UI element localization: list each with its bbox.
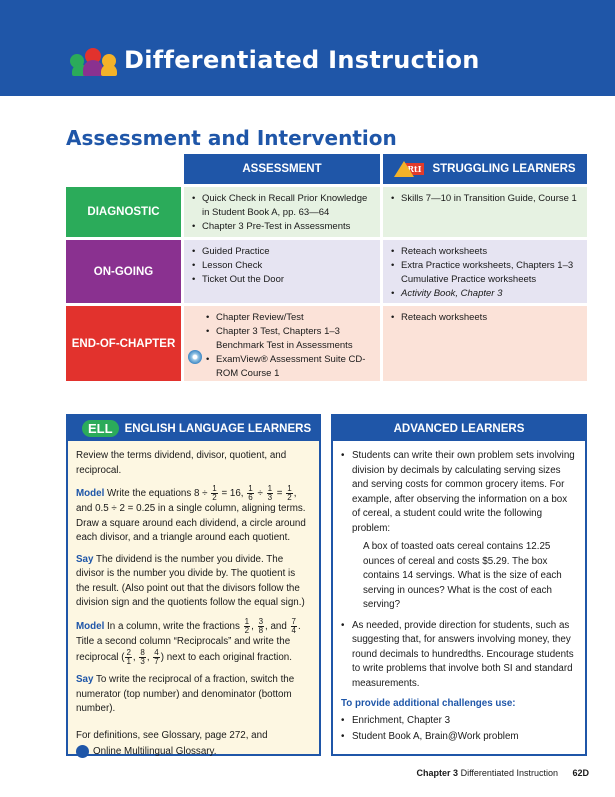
table-row-diagnostic: [66, 187, 587, 237]
row-label-end-of-chapter: END-OF-CHAPTER: [66, 306, 181, 381]
challenge-heading: To provide additional challenges use:: [341, 698, 516, 709]
fraction: $\frac{1}{2}$: [287, 484, 292, 502]
ell-badge: ELL: [82, 420, 119, 437]
diagnostic-struggling-cell: [383, 187, 587, 237]
list-item: • Student Book A, Brain@Work problem: [341, 730, 577, 745]
cd-rom-icon: [188, 350, 202, 364]
assessment-header: ASSESSMENT: [184, 154, 380, 184]
fraction: $\frac{1}{3}$: [267, 484, 273, 502]
page-footer: [417, 768, 589, 778]
fraction: $\frac{3}{8}$: [258, 616, 264, 635]
banner-title: Differentiated Instruction: [124, 46, 480, 74]
ongoing-assessment-cell: [184, 240, 380, 303]
fraction: $\frac{7}{4}$: [291, 616, 296, 635]
ell-model-1: Model Write the equations 8 ÷ $\frac{1}{2}$ = 16, $\frac{1}{6}$ ÷ $\frac{1}{3}$ = $\frac{1}{2}$ , and 0.5 ÷ 2 = 0.25 in a single column, aligning terms. Draw a square around each dividend, a circle around each divisor, and a triangle around each quotient.: [76, 484, 306, 543]
footer-section: Differentiated Instruction: [460, 768, 558, 778]
advanced-panel-header: ADVANCED LEARNERS: [333, 416, 585, 441]
list-item: • Quick Check in Recall Prior Knowledge in Student Book A, pp. 63—64: [192, 192, 372, 220]
list-item: • Reteach worksheets: [391, 245, 579, 259]
list-item: • As needed, provide direction for students, such as suggesting that, for answers involving money, they round decimals to hundredths. Encourage students to write problems that involve both SI and standard measurements.: [341, 619, 577, 692]
advanced-panel-body: [333, 441, 585, 745]
fraction: $\frac{4}{7}$: [154, 648, 159, 666]
online-glossary-link[interactable]: Online Multilingual Glossary.: [93, 746, 217, 758]
ell-panel-header: [68, 416, 319, 441]
struggling-header-label: STRUGGLING LEARNERS: [432, 163, 576, 175]
fraction: $\frac{2}{1}$: [126, 648, 131, 666]
ell-panel-body: [68, 441, 319, 760]
row-label-diagnostic: DIAGNOSTIC: [66, 187, 181, 237]
list-item: • Students can write their own problem sets involving division by decimals by calculating serving sizes and serving costs for common grocery items. For example, after observing the information on a box of cereal, a student could write the following problem: A box of toasted oats cereal contains 12.25 ounces of cereal and costs $5.29. The box contains 14 servings. What is the size of each serving in ounces? What is the cost of each serving?: [341, 449, 577, 613]
table-row-ongoing: [66, 240, 587, 303]
ell-panel-title: ENGLISH LANGUAGE LEARNERS: [124, 422, 312, 435]
table-header-row: [184, 154, 587, 184]
ell-intro: Review the terms dividend, divisor, quotient, and reciprocal.: [76, 450, 287, 476]
fraction: $\frac{1}{6}$: [248, 484, 253, 502]
ongoing-struggling-cell: [383, 240, 587, 303]
ell-glossary: For definitions, see Glossary, page 272, and: [76, 729, 268, 741]
list-item: • Guided Practice: [192, 245, 372, 259]
list-item: • Chapter 3 Test, Chapters 1–3 Benchmark Test in Assessments: [206, 325, 372, 353]
list-item: • Lesson Check: [192, 259, 372, 273]
banner-content: [70, 44, 480, 76]
list-item: • Enrichment, Chapter 3: [341, 714, 577, 729]
list-item: • ExamView® Assessment Suite CD-ROM Course 1: [206, 353, 372, 381]
people-icon: [70, 44, 118, 76]
struggling-learners-header: [383, 154, 587, 184]
rti-label: RtI: [404, 163, 424, 175]
globe-icon: [76, 745, 89, 758]
list-item: • Chapter 3 Pre-Test in Assessments: [192, 220, 372, 234]
footer-chapter: Chapter 3: [416, 768, 459, 778]
list-item: • Extra Practice worksheets, Chapters 1–3 Cumulative Practice worksheets: [391, 259, 579, 287]
diagnostic-assessment-cell: [184, 187, 380, 237]
ell-panel: [66, 414, 321, 756]
table-row-end-of-chapter: [66, 306, 587, 381]
section-title: Assessment and Intervention: [66, 126, 397, 150]
list-item: • Reteach worksheets: [391, 311, 579, 325]
end-of-chapter-assessment-cell: [184, 306, 380, 381]
sample-problem: A box of toasted oats cereal contains 12.25 ounces of cereal and costs $5.29. The box contains 14 servings. What is the size of each serving in ounces? What is the cost of each serving?: [363, 541, 562, 610]
fraction: $\frac{1}{2}$: [244, 616, 250, 635]
ell-say-1: Say The dividend is the number you divide. The divisor is the number you divide by. The quotient is the result. (Also point out that the divisors follow the division sign and the quotients follow the equal sign.): [76, 553, 305, 608]
list-item: • Chapter Review/Test: [206, 311, 372, 325]
rti-pyramid-icon: [394, 161, 424, 177]
ell-say-2: Say To write the reciprocal of a fraction, switch the numerator (top number) and denominator (bottom number).: [76, 674, 295, 714]
list-item: • Ticket Out the Door: [192, 273, 372, 287]
fraction: $\frac{1}{2}$: [212, 484, 217, 502]
list-item: • Skills 7—10 in Transition Guide, Course 1: [391, 192, 579, 206]
list-item: • Activity Book, Chapter 3: [391, 287, 579, 301]
ell-online-glossary: [76, 745, 311, 760]
advanced-panel: [331, 414, 587, 756]
ell-model-2: Model In a column, write the fractions $\frac{1}{2}$ , $\frac{3}{8}$ , and $\frac{7}{4}$ . Title a second column “Reciprocals” and write the reciprocal ( $\frac{2}{1}$ , $\frac{8}{3}$ , $\frac{4}{7}$ ) next to each original fraction.: [76, 616, 301, 666]
row-label-ongoing: ON-GOING: [66, 240, 181, 303]
fraction: $\frac{8}{3}$: [140, 648, 145, 666]
assessment-table: [66, 154, 587, 381]
page-number: 62D: [572, 768, 589, 778]
header-banner: [0, 0, 615, 96]
end-of-chapter-struggling-cell: [383, 306, 587, 381]
